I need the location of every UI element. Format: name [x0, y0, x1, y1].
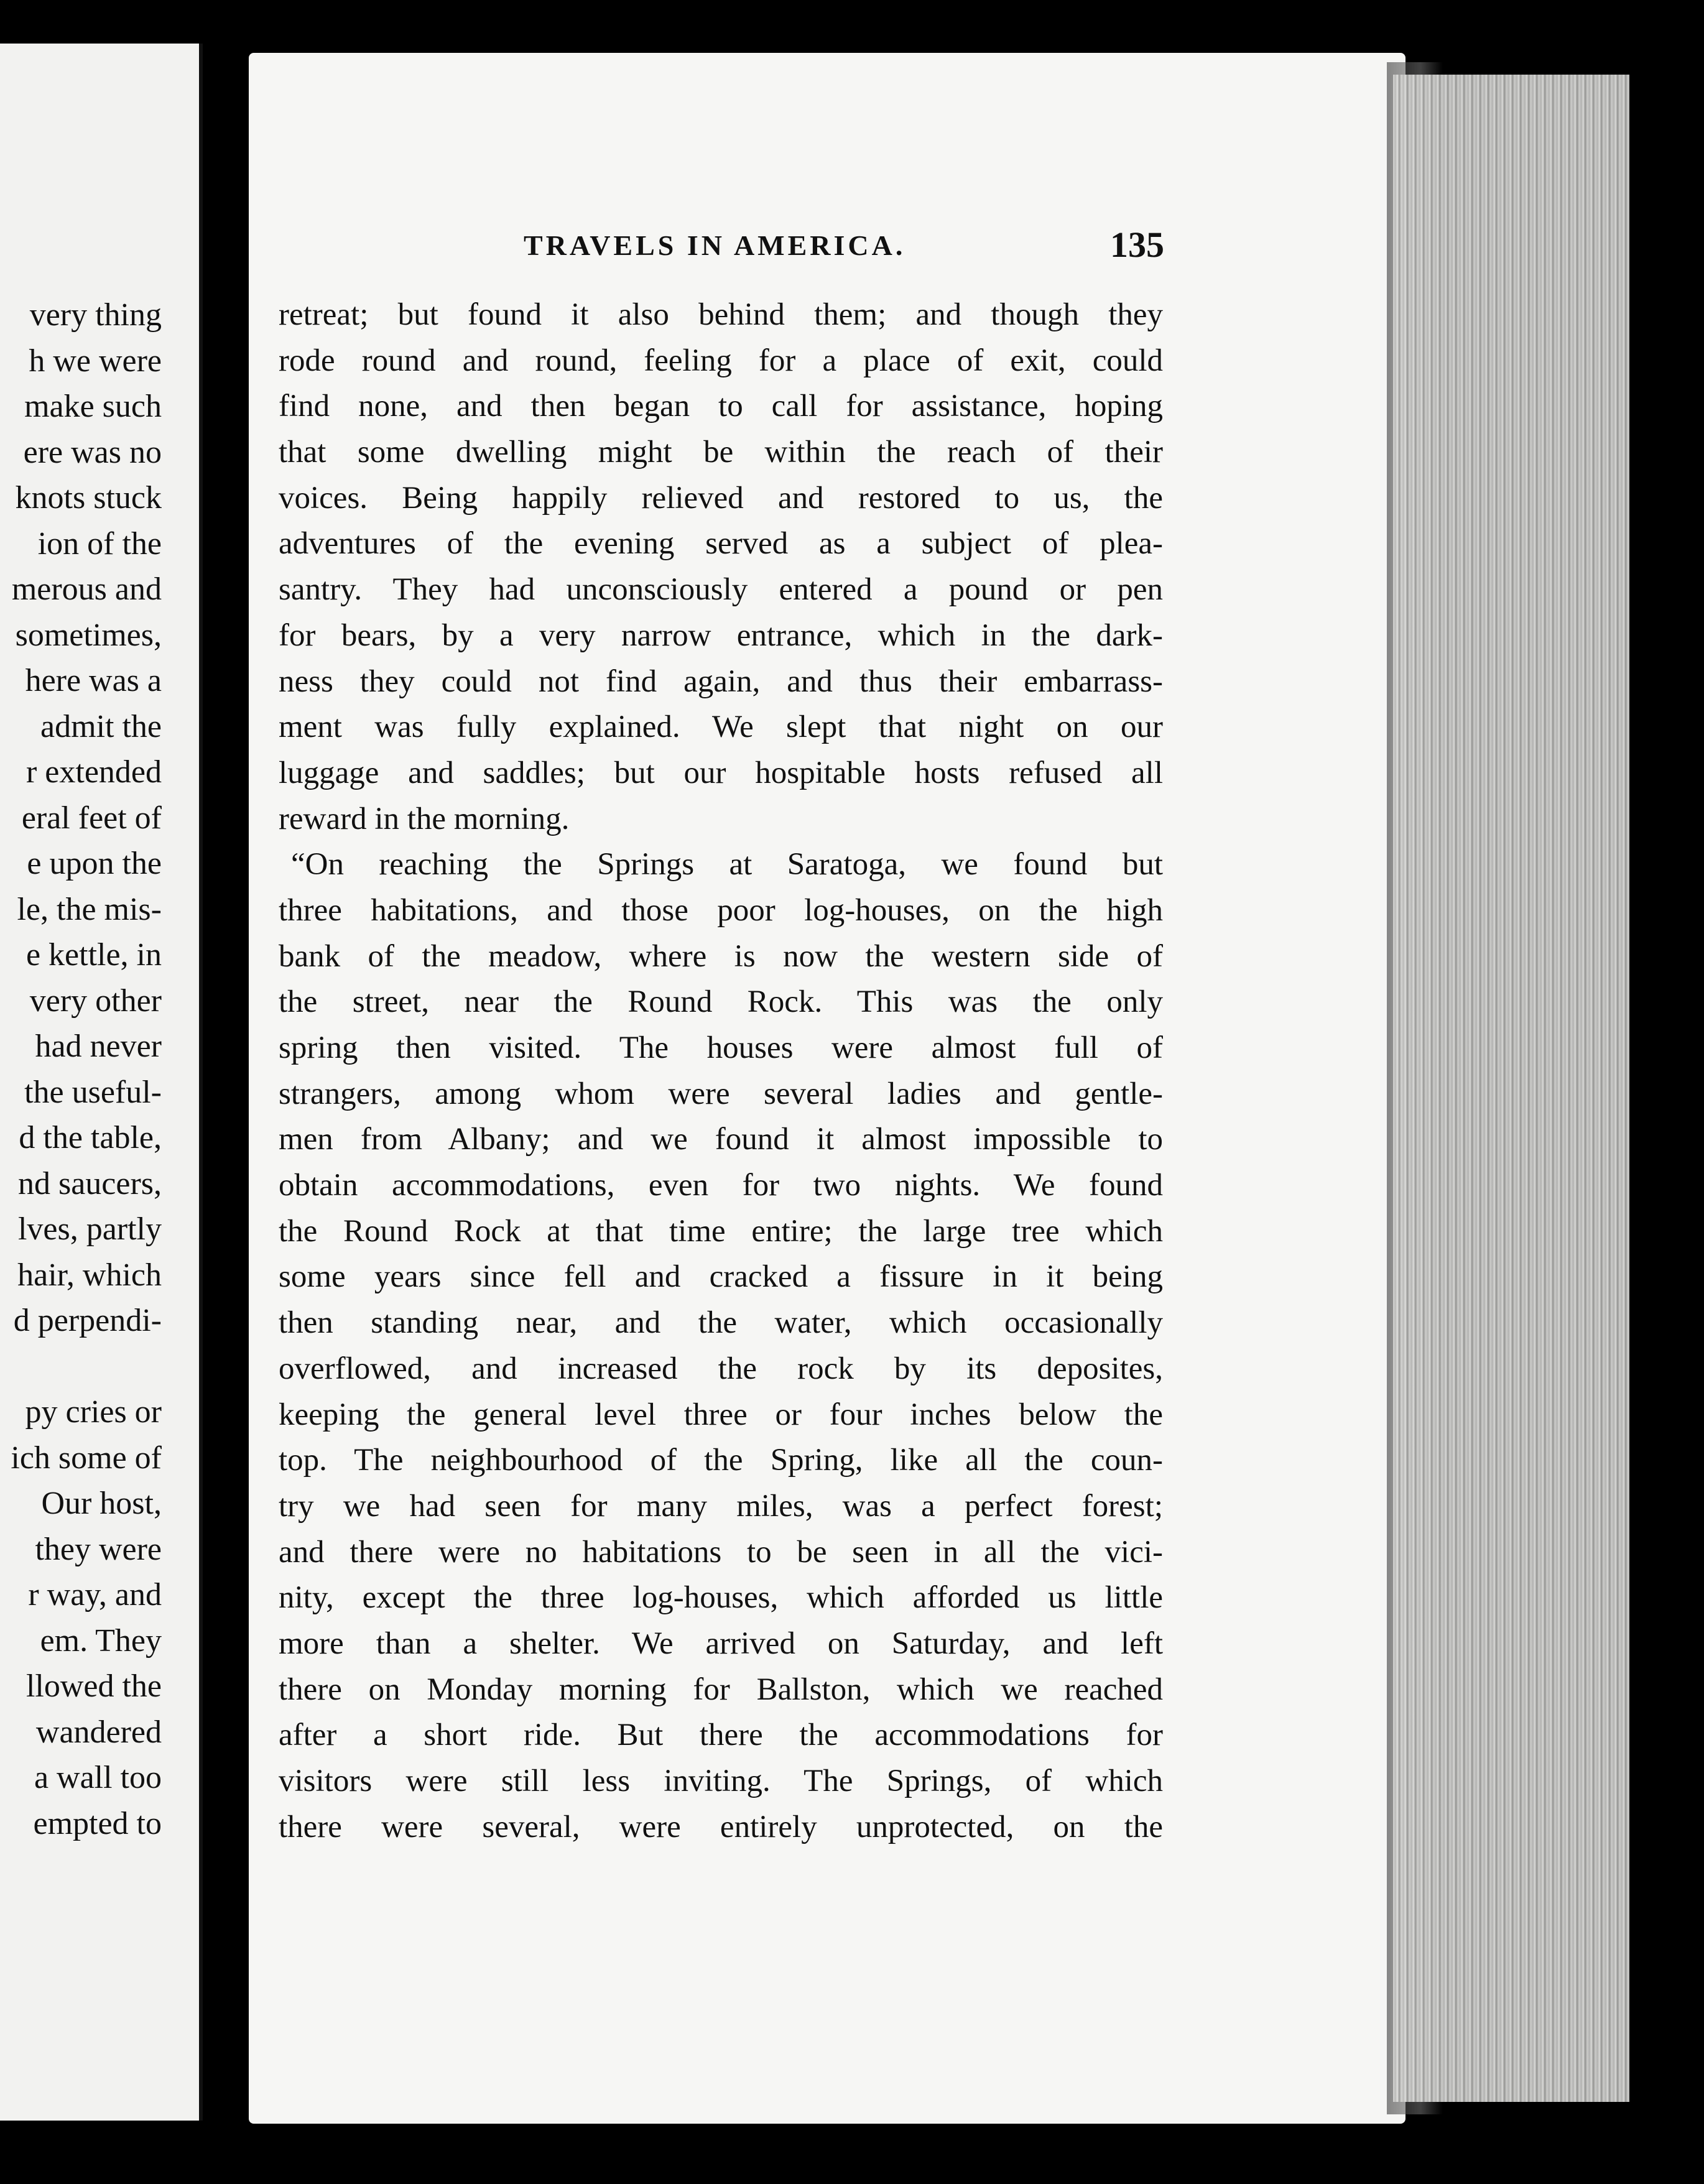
left-text-line: ere was no [23, 434, 162, 470]
text-line: santry. They had unconsciously entered a pound or pen [279, 572, 1163, 608]
text-line: more than a shelter. We arrived on Saturday, and left [279, 1626, 1163, 1661]
text-line: ment was fully explained. We slept that night on our [279, 710, 1163, 745]
text-line: try we had seen for many miles, was a perfect forest; [279, 1488, 1163, 1524]
text-line: “On reaching the Springs at Saratoga, we found but [291, 847, 1163, 882]
text-line: voices. Being happily relieved and restored to us, the [279, 480, 1163, 516]
left-text-line: h we were [29, 343, 162, 379]
left-text-line: e upon the [27, 846, 162, 881]
left-text-line: r way, and [28, 1577, 162, 1613]
left-text-line: hair, which [17, 1257, 162, 1293]
left-text-line: nd saucers, [17, 1165, 162, 1201]
text-line: adventures of the evening served as a subject of plea- [279, 526, 1163, 562]
text-line: ness they could not find again, and thus their embarrass- [279, 664, 1163, 699]
text-line: luggage and saddles; but our hospitable hosts refused all [279, 755, 1163, 790]
text-line: the Round Rock at that time entire; the large tree which [279, 1213, 1163, 1249]
left-text-line: the useful- [24, 1074, 162, 1110]
left-text-line: empted to [33, 1805, 162, 1841]
left-text-line: r extended [25, 754, 162, 790]
running-head: TRAVELS IN AMERICA. [524, 229, 906, 261]
text-line: retreat; but found it also behind them; and though they [279, 297, 1163, 332]
text-line: three habitations, and those poor log-houses, on the high [279, 892, 1163, 928]
left-text-line: le, the mis- [17, 891, 162, 927]
left-text-line: eral feet of [21, 800, 162, 836]
left-text-line: sometimes, [15, 617, 162, 653]
text-line: overflowed, and increased the rock by its deposites, [279, 1351, 1163, 1386]
text-line: obtain accommodations, even for two nights. We found [279, 1168, 1163, 1203]
left-text-line: very thing [29, 297, 162, 333]
page-edges [1393, 75, 1629, 2102]
text-line: reward in the morning. [279, 801, 570, 836]
left-text-line: had never [35, 1029, 162, 1064]
left-text-line: e kettle, in [25, 937, 162, 973]
text-line: there were several, were entirely unprotected, on the [279, 1809, 1163, 1844]
left-text-line: Our host, [41, 1486, 162, 1521]
page-header [524, 224, 1164, 267]
text-line: for bears, by a very narrow entrance, which in the dark- [279, 618, 1163, 653]
left-text-line: llowed the [25, 1668, 162, 1704]
left-text-line: very other [29, 983, 162, 1019]
left-text-line: d perpendi- [13, 1303, 162, 1338]
left-text-line: lves, partly [17, 1211, 162, 1247]
left-text-line: ich some of [11, 1440, 162, 1476]
text-line: keeping the general level three or four inches below the [279, 1397, 1163, 1432]
text-line: rode round and round, feeling for a place of exit, could [279, 343, 1163, 378]
text-line: top. The neighbourhood of the Spring, like all the coun- [279, 1443, 1163, 1478]
left-text-line: they were [35, 1531, 162, 1567]
left-text-line: em. They [40, 1622, 162, 1659]
text-line: and there were no habitations to be seen in all the vici- [279, 1534, 1163, 1570]
text-line: find none, and then began to call for assistance, hoping [279, 389, 1163, 424]
text-line: men from Albany; and we found it almost impossible to [279, 1122, 1163, 1157]
left-text-line: d the table, [19, 1120, 162, 1155]
left-text-line: py cries or [25, 1394, 162, 1430]
left-text-line: here was a [25, 663, 162, 698]
left-text-line: wandered [35, 1714, 162, 1750]
text-line: bank of the meadow, where is now the western side of [279, 938, 1163, 974]
left-text-line: admit the [40, 708, 162, 744]
page-number: 135 [1110, 224, 1164, 265]
left-text-line: ion of the [37, 525, 162, 562]
left-page-text [11, 292, 162, 1846]
text-line: then standing near, and the water, which occasionally [279, 1305, 1163, 1341]
left-text-line: a wall too [34, 1760, 162, 1795]
text-line: some years since fell and cracked a fissure in it being [279, 1259, 1163, 1295]
text-line: that some dwelling might be within the reach of their [279, 435, 1163, 470]
text-line: nity, except the three log-houses, which afforded us little [279, 1580, 1163, 1616]
text-line: spring then visited. The houses were almost full of [279, 1030, 1163, 1065]
text-line: visitors were still less inviting. The Springs, of which [279, 1764, 1163, 1798]
left-text-line: merous and [11, 571, 162, 607]
text-line: after a short ride. But there the accommodations for [279, 1718, 1163, 1753]
left-text-line: knots stuck [15, 480, 162, 516]
text-line: there on Monday morning for Ballston, which we reached [279, 1672, 1163, 1707]
text-line: the street, near the Round Rock. This was the only [279, 984, 1163, 1020]
left-text-line [11, 1344, 162, 1390]
body-text [279, 292, 1163, 1850]
text-line: strangers, among whom were several ladies and gentle- [279, 1076, 1163, 1111]
left-facing-page [0, 44, 203, 2121]
left-text-line: make such [24, 389, 162, 424]
